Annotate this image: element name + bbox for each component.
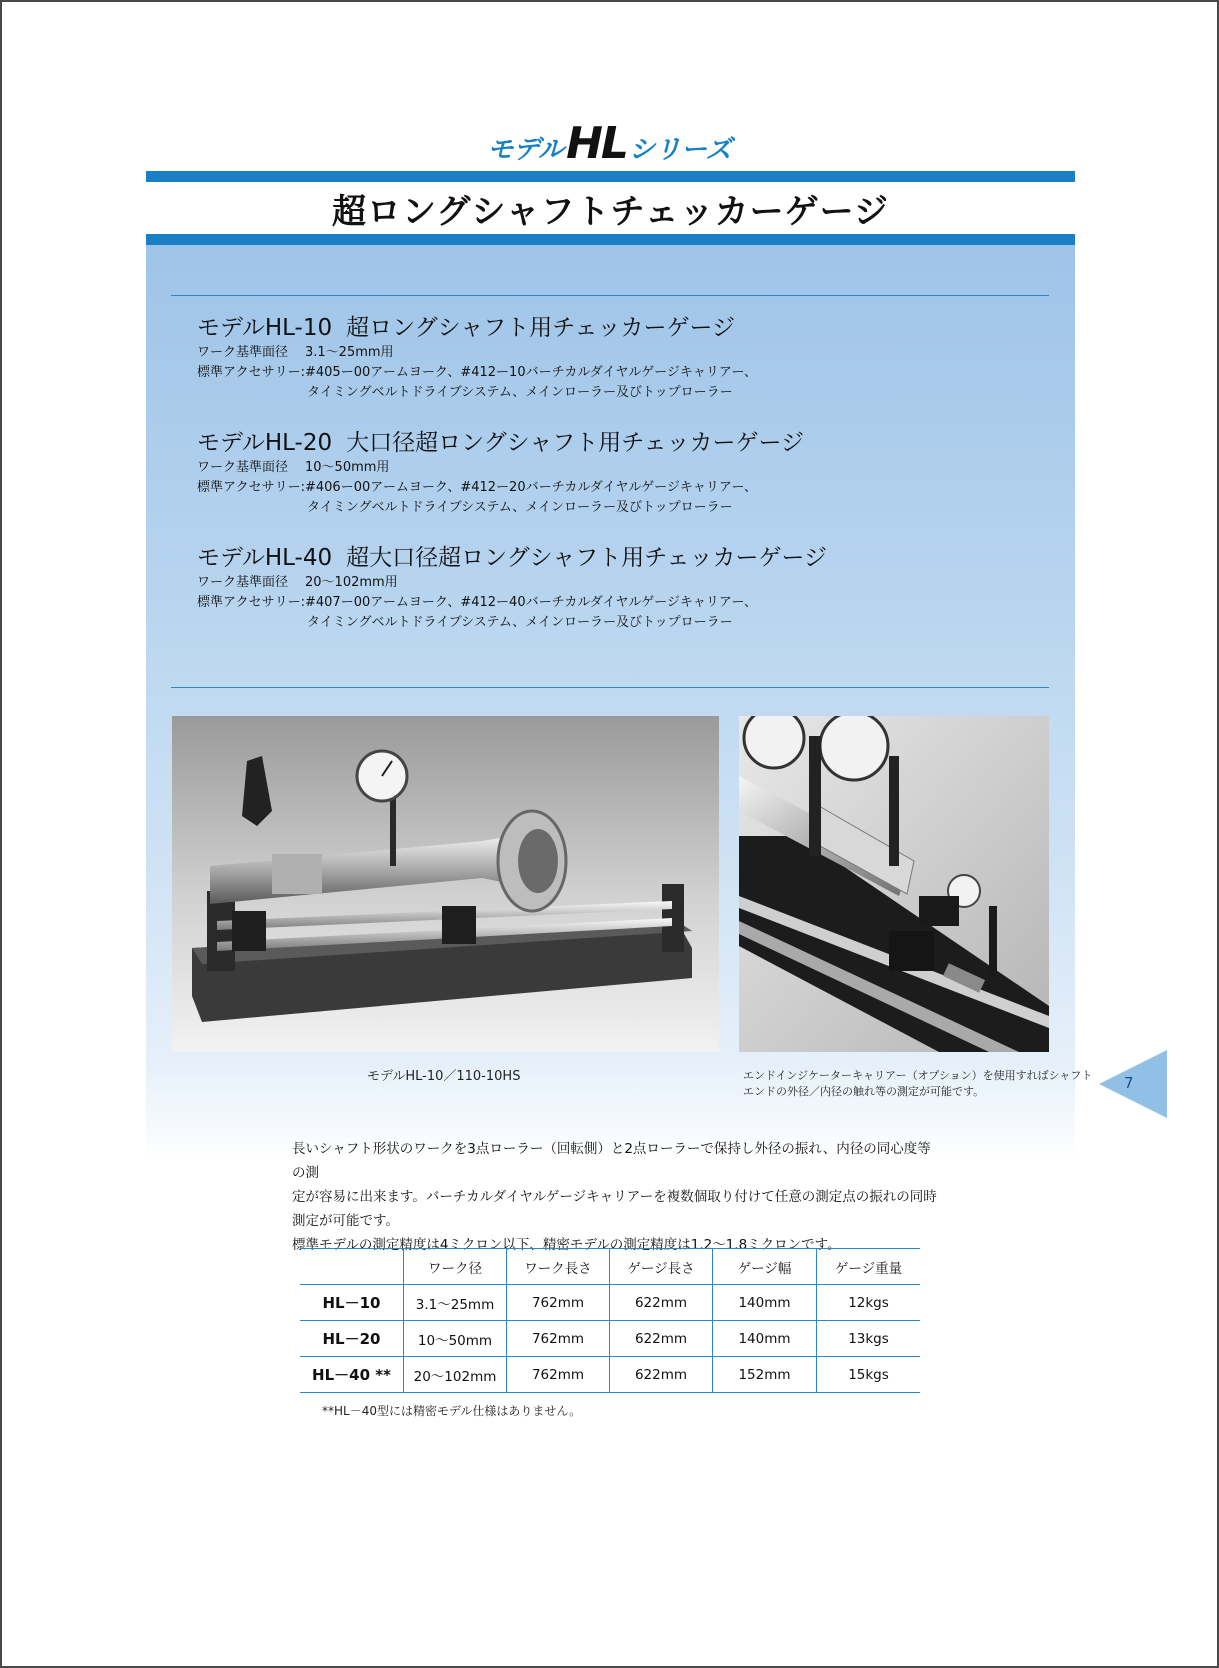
page-number: 7 xyxy=(1124,1074,1134,1092)
table-cell: 762mm xyxy=(507,1357,610,1393)
model-name: モデルHL-10 xyxy=(197,315,333,341)
diameter-value: 10～50mm用 xyxy=(305,460,390,475)
product-photo-main xyxy=(172,716,719,1052)
detail-photo-caption-line1: エンドインジケーターキャリアー（オプション）を使用すればシャフト xyxy=(743,1069,1093,1082)
table-cell: 762mm xyxy=(507,1285,610,1321)
row-model: HL－40 ** xyxy=(300,1357,404,1393)
model-heading xyxy=(197,543,1057,573)
series-suffix: シリーズ xyxy=(628,135,732,165)
accessory-line xyxy=(197,363,1057,383)
top-blue-rule xyxy=(146,171,1075,182)
model-name: モデルHL-20 xyxy=(197,430,333,456)
diameter-value: 20～102mm用 xyxy=(305,575,398,590)
model-hl-10 xyxy=(197,313,1057,403)
table-row xyxy=(300,1285,920,1321)
table-header: ゲージ幅 xyxy=(713,1249,817,1285)
diameter-value: 3.1～25mm用 xyxy=(305,345,394,360)
accessory-value: #405ー00アームヨーク、#412ー10バーチカルダイヤルゲージキャリアー、 xyxy=(305,365,757,380)
table-cell: 15kgs xyxy=(817,1357,921,1393)
model-heading xyxy=(197,313,1057,343)
detail-photo-caption-line2: エンドの外径／内径の触れ等の測定が可能です。 xyxy=(743,1085,985,1098)
table-cell: 140mm xyxy=(713,1285,817,1321)
accessory-value-cont: タイミングベルトドライブシステム、メインローラー及びトップローラー xyxy=(307,615,733,630)
table-cell: 762mm xyxy=(507,1321,610,1357)
model-heading xyxy=(197,428,1057,458)
table-cell: 622mm xyxy=(610,1357,713,1393)
description-line: 測定が可能です。 xyxy=(292,1213,399,1229)
table-row xyxy=(300,1357,920,1393)
accessory-line xyxy=(197,593,1057,613)
diameter-line xyxy=(197,573,1057,593)
model-name: モデルHL-40 xyxy=(197,545,333,571)
page-title: 超ロングシャフトチェッカーゲージ xyxy=(332,192,889,232)
accessory-value-cont: タイミングベルトドライブシステム、メインローラー及びトップローラー xyxy=(307,500,733,515)
table-header: ゲージ重量 xyxy=(817,1249,921,1285)
accessory-label: 標準アクセサリー: xyxy=(197,595,305,610)
accessory-value: #406ー00アームヨーク、#412ー20バーチカルダイヤルゲージキャリアー、 xyxy=(305,480,757,495)
accessory-label: 標準アクセサリー: xyxy=(197,365,305,380)
series-title xyxy=(0,118,1219,169)
description xyxy=(292,1137,942,1257)
spec-table xyxy=(300,1248,920,1393)
row-model: HL－10 xyxy=(300,1285,404,1321)
row-model: HL－20 xyxy=(300,1321,404,1357)
description-line: 長いシャフト形状のワークを3点ローラー（回転側）と2点ローラーで保持し外径の振れ、内径の同心度等の測 xyxy=(292,1141,931,1181)
table-cell: 13kgs xyxy=(817,1321,921,1357)
table-row xyxy=(300,1321,920,1357)
model-title: 大口径超ロングシャフト用チェッカーゲージ xyxy=(346,430,805,456)
accessory-line xyxy=(197,478,1057,498)
table-cell: 3.1～25mm xyxy=(404,1285,507,1321)
table-cell: 10～50mm xyxy=(404,1321,507,1357)
table-header xyxy=(300,1249,404,1285)
series-prefix: モデル xyxy=(487,135,565,165)
main-photo-caption: モデルHL-10／110-10HS xyxy=(367,1069,521,1084)
series-code: HL xyxy=(566,118,627,169)
table-cell: 152mm xyxy=(713,1357,817,1393)
model-title: 超大口径超ロングシャフト用チェッカーゲージ xyxy=(346,545,828,571)
diameter-label: ワーク基準面径 xyxy=(197,575,289,590)
model-hl-20 xyxy=(197,428,1057,518)
diameter-label: ワーク基準面径 xyxy=(197,345,289,360)
accessory-label: 標準アクセサリー: xyxy=(197,480,305,495)
model-hl-40 xyxy=(197,543,1057,633)
table-cell: 622mm xyxy=(610,1285,713,1321)
diameter-line xyxy=(197,343,1057,363)
diameter-line xyxy=(197,458,1057,478)
model-title: 超ロングシャフト用チェッカーゲージ xyxy=(346,315,736,341)
table-cell: 622mm xyxy=(610,1321,713,1357)
product-photo-detail xyxy=(739,716,1049,1052)
accessory-value: #407ー00アームヨーク、#412ー40バーチカルダイヤルゲージキャリアー、 xyxy=(305,595,757,610)
diameter-label: ワーク基準面径 xyxy=(197,460,289,475)
description-line: 定が容易に出来ます。バーチカルダイヤルゲージキャリアーを複数個取り付けて任意の測定点の振れの同時 xyxy=(292,1189,937,1205)
table-header: ゲージ長さ xyxy=(610,1249,713,1285)
table-header-row xyxy=(300,1249,920,1285)
table-cell: 20～102mm xyxy=(404,1357,507,1393)
bottom-blue-rule xyxy=(146,234,1075,245)
table-header: ワーク径 xyxy=(404,1249,507,1285)
accessory-value-cont: タイミングベルトドライブシステム、メインローラー及びトップローラー xyxy=(307,385,733,400)
panel-top-rule xyxy=(171,295,1049,296)
description-line: 標準モデルの測定精度は4ミクロン以下、精密モデルの測定精度は1.2～1.8ミクロンです。 xyxy=(292,1237,841,1253)
footnote: **HL－40型には精密モデル仕様はありません。 xyxy=(322,1404,582,1418)
panel-bottom-rule xyxy=(171,687,1049,688)
table-header: ワーク長さ xyxy=(507,1249,610,1285)
table-cell: 140mm xyxy=(713,1321,817,1357)
table-cell: 12kgs xyxy=(817,1285,921,1321)
